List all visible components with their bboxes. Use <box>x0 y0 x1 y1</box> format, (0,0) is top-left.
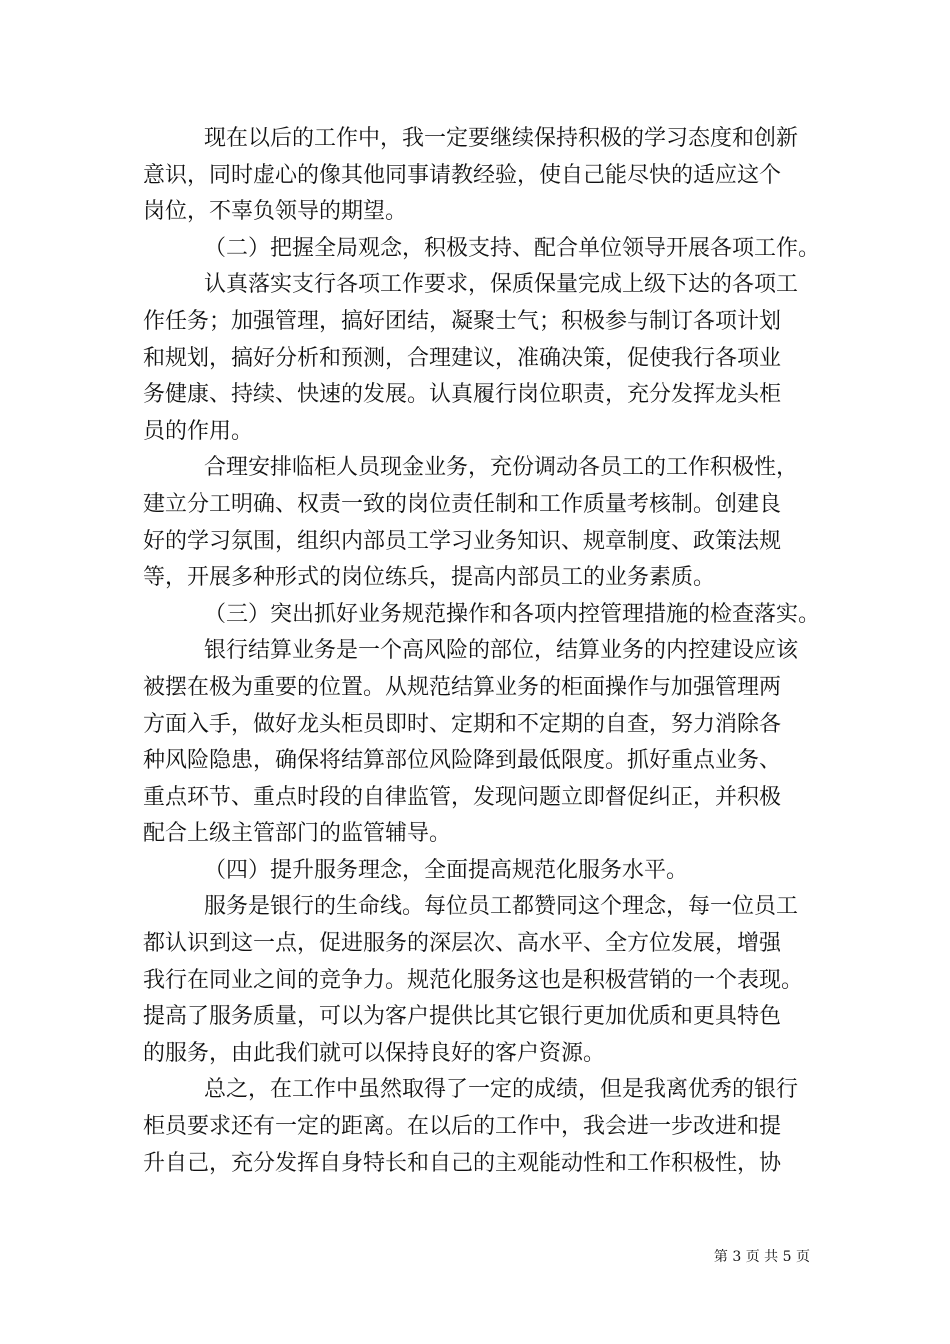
text-line: 合理安排临柜人员现金业务，充份调动各员工的工作积极性， <box>204 455 799 481</box>
text-line: 现在以后的工作中，我一定要继续保持积极的学习态度和创新 <box>204 126 799 151</box>
page-number-footer: 第 3 页 共 5 页 <box>713 1249 810 1265</box>
text-line: 种风险隐患，确保将结算部位风险降到最低限度。抓好重点业务、 <box>143 748 782 774</box>
text-line: 务健康、持续、快速的发展。认真履行岗位职责，充分发挥龙头柜 <box>143 382 782 408</box>
document-body <box>143 121 821 1182</box>
text-line: 总之，在工作中虽然取得了一定的成绩，但是我离优秀的银行 <box>204 1077 799 1103</box>
text-line: （三）突出抓好业务规范操作和各项内控管理措施的检查落实。 <box>204 601 821 627</box>
text-line: 意识，同时虚心的像其他同事请教经验，使自己能尽快的适应这个 <box>143 162 782 188</box>
text-line: 作任务；加强管理，搞好团结，凝聚士气；积极参与制订各项计划 <box>143 308 782 334</box>
text-line: 我行在同业之间的竞争力。规范化服务这也是积极营销的一个表现。 <box>143 967 804 993</box>
text-line: 银行结算业务是一个高风险的部位，结算业务的内控建设应该 <box>204 638 799 664</box>
text-line: （二）把握全局观念，积极支持、配合单位领导开展各项工作。 <box>204 235 821 261</box>
text-line: 升自己，充分发挥自身特长和自己的主观能动性和工作积极性，协 <box>143 1150 782 1176</box>
text-line: 好的学习氛围，组织内部员工学习业务知识、规章制度、政策法规 <box>143 528 782 554</box>
text-line: 建立分工明确、权责一致的岗位责任制和工作质量考核制。创建良 <box>143 491 782 517</box>
text-line: 的服务，由此我们就可以保持良好的客户资源。 <box>143 1040 606 1066</box>
text-line: 方面入手，做好龙头柜员即时、定期和不定期的自查，努力消除各 <box>143 711 782 737</box>
text-line: 服务是银行的生命线。每位员工都赞同这个理念，每一位员工 <box>204 894 799 920</box>
text-line: 提高了服务质量，可以为客户提供比其它银行更加优质和更具特色 <box>143 1004 782 1030</box>
text-line: 都认识到这一点，促进服务的深层次、高水平、全方位发展，增强 <box>143 931 782 957</box>
text-line: 岗位，不辜负领导的期望。 <box>143 199 408 225</box>
text-line: 等，开展多种形式的岗位练兵，提高内部员工的业务素质。 <box>143 565 716 591</box>
text-line: 配合上级主管部门的监管辅导。 <box>143 821 452 847</box>
text-line: 柜员要求还有一定的距离。在以后的工作中，我会进一步改进和提 <box>143 1114 782 1140</box>
text-line: 员的作用。 <box>143 418 254 444</box>
text-line: 和规划，搞好分析和预测，合理建议，准确决策，促使我行各项业 <box>143 345 782 371</box>
text-line: 认真落实支行各项工作要求，保质保量完成上级下达的各项工 <box>204 272 799 298</box>
text-line: （四）提升服务理念，全面提高规范化服务水平。 <box>204 857 689 883</box>
text-line: 重点环节、重点时段的自律监管，发现问题立即督促纠正，并积极 <box>143 784 782 810</box>
text-line: 被摆在极为重要的位置。从规范结算业务的柜面操作与加强管理两 <box>143 674 782 700</box>
